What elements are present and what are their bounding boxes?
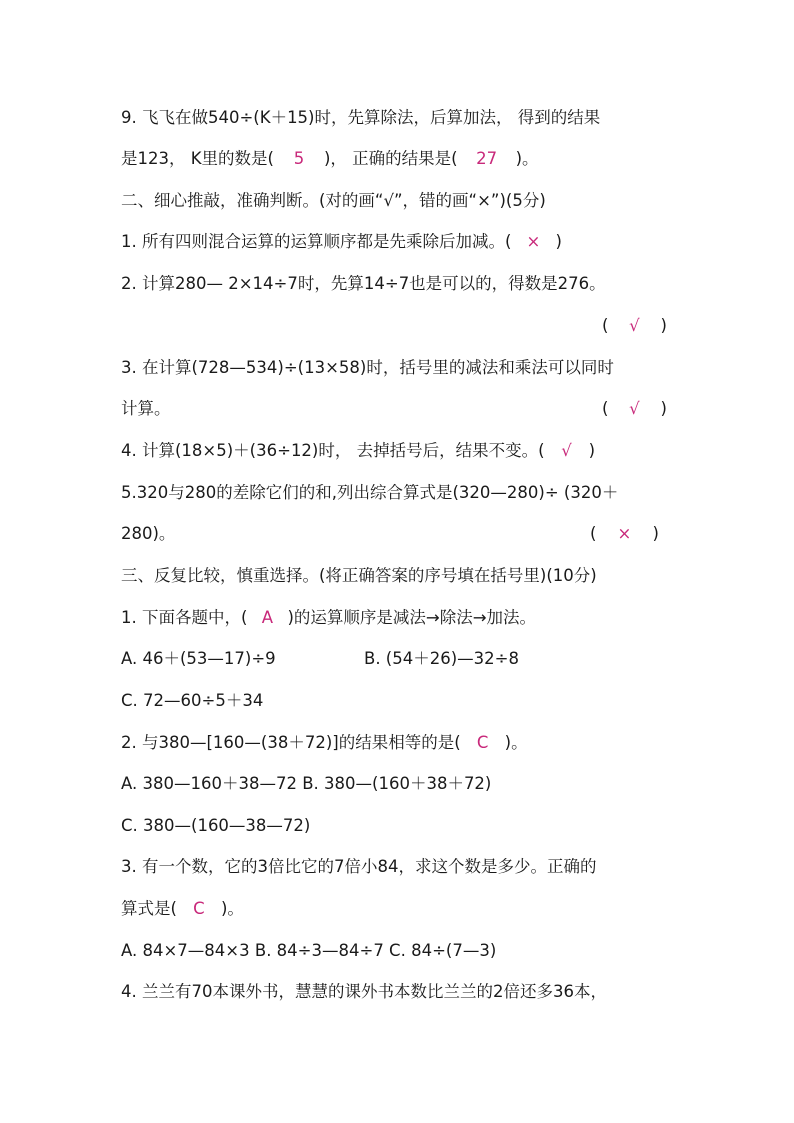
sec3-q1-option-b: B. (54＋26)—32÷8 (364, 649, 519, 668)
sec3-q1-options-ab (121, 648, 681, 670)
sec2-q4-close: ) (588, 441, 595, 460)
q9-text-mid: )， 正确的结果是( (324, 149, 458, 168)
sec3-q1-rest: )的运算顺序是减法→除法→加法。 (287, 608, 537, 627)
sec3-q3-options: A. 84×7—84×3 B. 84÷3—84÷7 C. 84÷(7—3) (121, 941, 497, 960)
sec2-q5-answer: × (617, 524, 632, 543)
sec3-q2-options-ab: A. 380—160＋38—72 B. 380—(160＋38＋72) (121, 774, 492, 793)
q9-answer-result: 27 (476, 149, 498, 168)
sec2-q2-answer: √ (629, 316, 640, 335)
sec2-q5-line1: 5.320与280的差除它们的和,列出综合算式是(320—280)÷ (320＋ (121, 483, 619, 502)
section2-title: 二、细心推敲，准确判断。(对的画“√”，错的画“×”)(5分) (121, 191, 546, 210)
sec3-q1-option-a: A. 46＋(53—17)÷9 (121, 649, 276, 668)
sec2-q5-open: ( (590, 524, 597, 543)
sec2-q3-line2: 计算。 (121, 399, 171, 418)
sec3-q2-option-c: C. 380—(160—38—72) (121, 816, 311, 835)
sec2-q3-answer: √ (629, 399, 640, 418)
sec2-q3-bracket (602, 398, 667, 420)
sec3-q4-line1: 4. 兰兰有70本课外书，慧慧的课外书本数比兰兰的2倍还多36本， (121, 982, 607, 1001)
q9-answer-k: 5 (293, 149, 305, 168)
q9-text-post: )。 (515, 149, 539, 168)
sec2-q2-bracket (602, 315, 667, 337)
sec2-q2-open: ( (602, 316, 609, 335)
q9-line1: 9. 飞飞在做540÷(K＋15)时，先算除法，后算加法， 得到的结果 (121, 108, 601, 127)
sec2-q2-close: ) (660, 316, 667, 335)
sec3-q3-text: 算式是( (121, 899, 177, 918)
sec2-q1 (121, 231, 681, 253)
sec2-q1-answer: × (526, 232, 541, 251)
sec2-q5-close: ) (652, 524, 659, 543)
sec3-q1-answer: A (261, 608, 274, 627)
sec2-q4-answer: √ (561, 441, 572, 460)
sec2-q3-open: ( (602, 399, 609, 418)
sec3-q2-answer: C (476, 733, 489, 752)
sec2-q5-line2: 280)。 (121, 524, 176, 543)
sec3-q2 (121, 732, 681, 754)
sec3-q2-text: 2. 与380—[160—(38＋72)]的结果相等的是( (121, 733, 461, 752)
sec2-q1-close: ) (555, 232, 562, 251)
sec2-q4-text: 4. 计算(18×5)＋(36÷12)时， 去掉括号后，结果不变。( (121, 441, 545, 460)
sec3-q3-close: )。 (220, 899, 244, 918)
section3-title: 三、反复比较，慎重选择。(将正确答案的序号填在括号里)(10分) (121, 566, 597, 585)
sec3-q2-close: )。 (504, 733, 528, 752)
sec3-q3-line1: 3. 有一个数，它的3倍比它的7倍小84，求这个数是多少。正确的 (121, 857, 597, 876)
sec2-q3-line1: 3. 在计算(728—534)÷(13×58)时，括号里的减法和乘法可以同时 (121, 358, 614, 377)
sec2-q5-bracket (590, 523, 659, 545)
sec2-q2: 2. 计算280— 2×14÷7时，先算14÷7也是可以的，得数是276。 (121, 274, 606, 293)
sec2-q3-close: ) (660, 399, 667, 418)
q9-line2 (121, 148, 681, 170)
q9-text-pre: 是123， K里的数是( (121, 149, 274, 168)
sec3-q1-text: 1. 下面各题中，( (121, 608, 248, 627)
sec3-q1 (121, 607, 681, 629)
sec2-q4 (121, 440, 681, 462)
sec2-q1-text: 1. 所有四则混合运算的运算顺序都是先乘除后加减。( (121, 232, 512, 251)
sec3-q3-line2 (121, 898, 681, 920)
sec3-q1-option-c: C. 72—60÷5＋34 (121, 691, 264, 710)
sec3-q3-answer: C (193, 899, 205, 918)
